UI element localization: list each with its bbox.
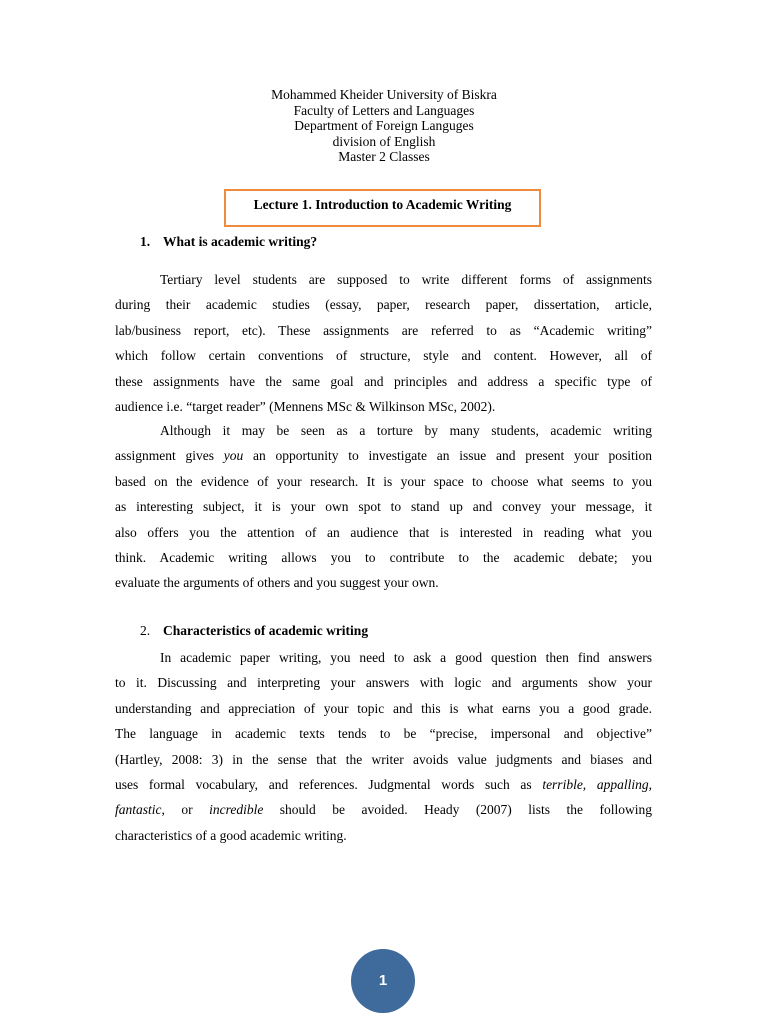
text-run: should be avoided. Heady (2007) lists the following [263,802,652,818]
text-line: based on the evidence of your research. It is your space to choose what seems to you [115,473,652,489]
text-line: also offers you the attention of an audience that is interested in reading what you [115,524,652,540]
emphasis-incredible: incredible [209,802,264,818]
header-faculty: Faculty of Letters and Languages [293,102,475,118]
text-run: assignment gives [115,448,224,464]
text-run: uses formal vocabulary, and references. Judgmental words such as [115,776,543,792]
text-run: an opportunity to investigate an issue and present your position [243,448,652,464]
section-1-paragraph-2 [115,418,652,596]
text-line: think. Academic writing allows you to contribute to the academic debate; you [115,549,652,565]
header-department: Department of Foreign Languges [294,118,474,133]
text-line: (Hartley, 2008: 3) in the sense that the writer avoids value judgments and biases and [115,751,652,767]
emphasis-you: you [223,448,244,464]
text-line [115,772,652,797]
university-header [0,87,768,165]
text-line: characteristics of a good academic writing. [115,827,347,843]
text-line: as interesting subject, it is your own spot to stand up and convey your message, it [115,499,652,515]
text-line: Although it may be seen as a torture by many students, academic writing [160,423,652,438]
text-line: Tertiary level students are supposed to write different forms of assignments [160,272,652,287]
text-run: , or [161,802,210,818]
page-number-badge: 1 [351,949,415,1013]
section-1-title: What is academic writing? [163,234,318,249]
text-line [115,443,652,468]
header-division: division of English [332,133,436,149]
section-1-paragraph-1 [115,267,652,419]
text-line [115,797,652,822]
text-line: In academic paper writing, you need to ask a good question then find answers [160,650,652,665]
text-line: evaluate the arguments of others and you suggest your own. [115,575,439,591]
lecture-title: Lecture 1. Introduction to Academic Writing [224,189,541,227]
section-1-heading [140,234,317,250]
text-line: these assignments have the same goal and principles and address a specific type of [115,373,652,389]
section-2-title: Characteristics of academic writing [163,623,369,638]
section-2-number: 2. [140,623,151,638]
section-2-heading [140,623,368,639]
text-line: audience i.e. “target reader” (Mennens MSc & Wilkinson MSc, 2002). [115,398,496,414]
emphasis-judgmental-words: terrible, appalling, [542,776,652,792]
text-line: understanding and appreciation of your topic and this is what earns you a good grade. [115,700,652,716]
text-line: which follow certain conventions of structure, style and content. However, all of [115,348,652,364]
text-line: The language in academic texts tends to be “precise, impersonal and objective” [115,726,652,742]
emphasis-fantastic: fantastic [115,802,162,818]
text-line: to it. Discussing and interpreting your answers with logic and arguments show your [115,675,652,691]
section-1-number: 1. [140,234,151,249]
section-2-paragraph [115,645,652,848]
header-classes: Master 2 Classes [338,149,430,164]
header-university: Mohammed Kheider University of Biskra [271,87,497,102]
text-line: lab/business report, etc). These assignments are referred to as “Academic writing” [115,322,652,338]
text-line: during their academic studies (essay, paper, research paper, dissertation, article, [115,297,652,313]
